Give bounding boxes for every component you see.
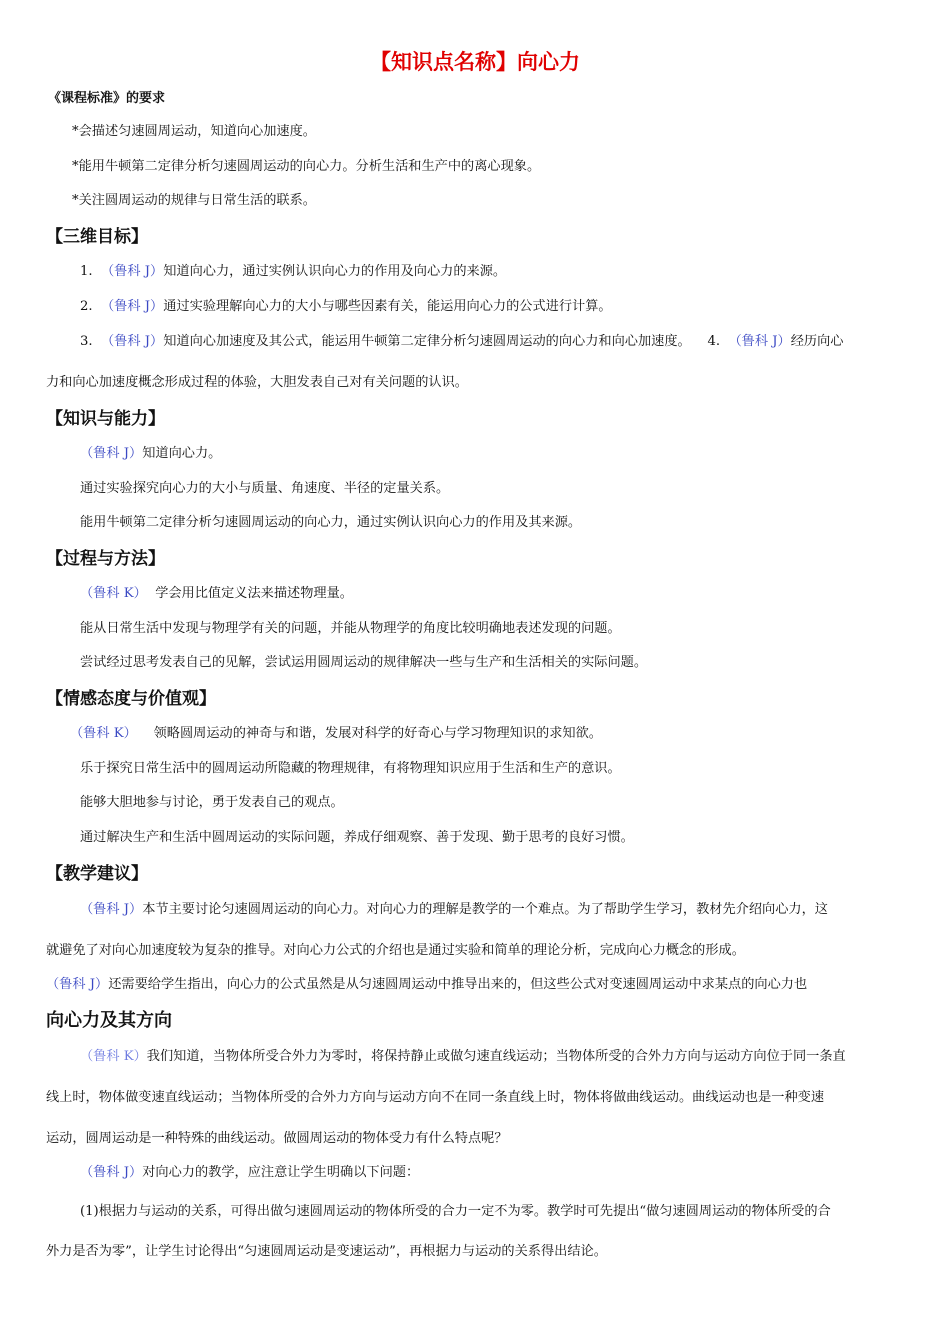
knowledge-line-2: 通过实验探究向心力的大小与质量、角速度、半径的定量关系。 [80,481,450,496]
goal-text: 经历向心 [790,334,844,349]
direction-heading: 向心力及其方向 [46,1010,172,1031]
source-tag: （鲁科 J） [100,299,164,314]
emotion-line-4: 通过解决生产和生活中圆周运动的实际问题，养成仔细观察、善于发现、勤于思考的良好习惯。 [80,830,634,845]
advice-line-2: 就避免了对向心加速度较为复杂的推导。对向心力公式的介绍也是通过实验和简单的理论分析，完成向心力概念的形成。 [46,943,745,958]
standards-item: *能用牛顿第二定律分析匀速圆周运动的向心力。分析生活和生产中的离心现象。 [72,159,541,174]
source-tag: （鲁科 J） [728,334,791,349]
source-tag: （鲁科 J） [80,902,143,917]
document-title: 【知识点名称】向心力 [370,50,580,74]
direction-p1-line-2: 线上时，物体做变速直线运动；当物体所受的合外力方向与运动方向不在同一条直线上时，物体将做曲线运动。曲线运动也是一种变速 [46,1090,825,1105]
emotion-heading: 【情感态度与价值观】 [46,689,216,709]
source-tag: （鲁科 K） [80,1049,147,1064]
emotion-line-1 [70,725,602,743]
advice-line-1 [80,901,828,919]
goal-number: 4. [707,334,721,349]
direction-text: 对向心力的教学，应注意让学生明确以下问题： [142,1165,420,1180]
process-heading: 【过程与方法】 [46,549,165,569]
goal-number: 2. [80,299,93,314]
source-tag: （鲁科 K） [70,726,137,741]
knowledge-line-3: 能用牛顿第二定律分析匀速圆周运动的向心力，通过实例认识向心力的作用及其来源。 [80,515,582,530]
goal-text: 知道向心加速度及其公式，能运用牛顿第二定律分析匀速圆周运动的向心力和向心加速度。 [163,334,691,349]
emotion-line-2: 乐于探究日常生活中的圆周运动所隐藏的物理规律，有将物理知识应用于生活和生产的意识。 [80,761,621,776]
goals-line-3 [80,333,843,351]
source-tag: （鲁科 J） [46,977,109,992]
direction-p1-line-1 [80,1048,846,1066]
source-tag: （鲁科 K） [80,586,147,601]
goals-line-4: 力和向心加速度概念形成过程的体验，大胆发表自己对有关问题的认识。 [46,375,468,390]
direction-text: 我们知道，当物体所受合外力为零时，将保持静止或做匀速直线运动；当物体所受的合外力方向与运动方向位于同一条直 [146,1049,846,1064]
emotion-line-3: 能够大胆地参与讨论，勇于发表自己的观点。 [80,795,344,810]
advice-line-3 [46,976,807,994]
emotion-text: 领略圆周运动的神奇与和谐，发展对科学的好奇心与学习物理知识的求知欲。 [153,726,602,741]
source-tag: （鲁科 J） [100,264,164,279]
knowledge-text: 知道向心力。 [142,446,222,461]
direction-p3-line-1: (1)根据力与运动的关系，可得出做匀速圆周运动的物体所受的合力一定不为零。教学时可先提出“做匀速圆周运动的物体所受的合 [80,1204,831,1219]
process-line-1 [80,585,353,603]
source-tag: （鲁科 J） [100,334,164,349]
goal-number: 3. [80,334,93,349]
process-text: 学会用比值定义法来描述物理量。 [155,586,353,601]
standards-heading: 《课程标准》的要求 [48,91,166,106]
advice-text: 还需要给学生指出，向心力的公式虽然是从匀速圆周运动中推导出来的，但这些公式对变速圆周运动中求某点的向心力也 [108,977,808,992]
direction-p3-line-2: 外力是否为零”，让学生讨论得出“匀速圆周运动是变速运动”，再根据力与运动的关系得出结论。 [46,1244,607,1259]
goals-line-2 [80,298,612,316]
advice-text: 本节主要讨论匀速圆周运动的向心力。对向心力的理解是教学的一个难点。为了帮助学生学习，教材先介绍向心力，这 [142,902,828,917]
direction-p1-line-3: 运动，圆周运动是一种特殊的曲线运动。做圆周运动的物体受力有什么特点呢？ [46,1131,508,1146]
goal-text: 知道向心力，通过实例认识向心力的作用及向心力的来源。 [163,264,507,279]
process-line-2: 能从日常生活中发现与物理学有关的问题，并能从物理学的角度比较明确地表述发现的问题。 [80,621,621,636]
source-tag: （鲁科 J） [80,446,143,461]
goals-line-1 [80,263,506,281]
process-line-3: 尝试经过思考发表自己的见解，尝试运用圆周运动的规律解决一些与生产和生活相关的实际问题。 [80,655,648,670]
standards-item: *关注圆周运动的规律与日常生活的联系。 [72,193,316,208]
goal-number: 1. [80,264,93,279]
advice-heading: 【教学建议】 [46,864,148,884]
source-tag: （鲁科 J） [80,1165,143,1180]
goal-text: 通过实验理解向心力的大小与哪些因素有关，能运用向心力的公式进行计算。 [163,299,612,314]
knowledge-line-1 [80,445,221,463]
goals-heading: 【三维目标】 [46,227,148,247]
direction-p2-line [80,1164,419,1182]
standards-item: *会描述匀速圆周运动，知道向心加速度。 [72,124,316,139]
knowledge-heading: 【知识与能力】 [46,409,165,429]
